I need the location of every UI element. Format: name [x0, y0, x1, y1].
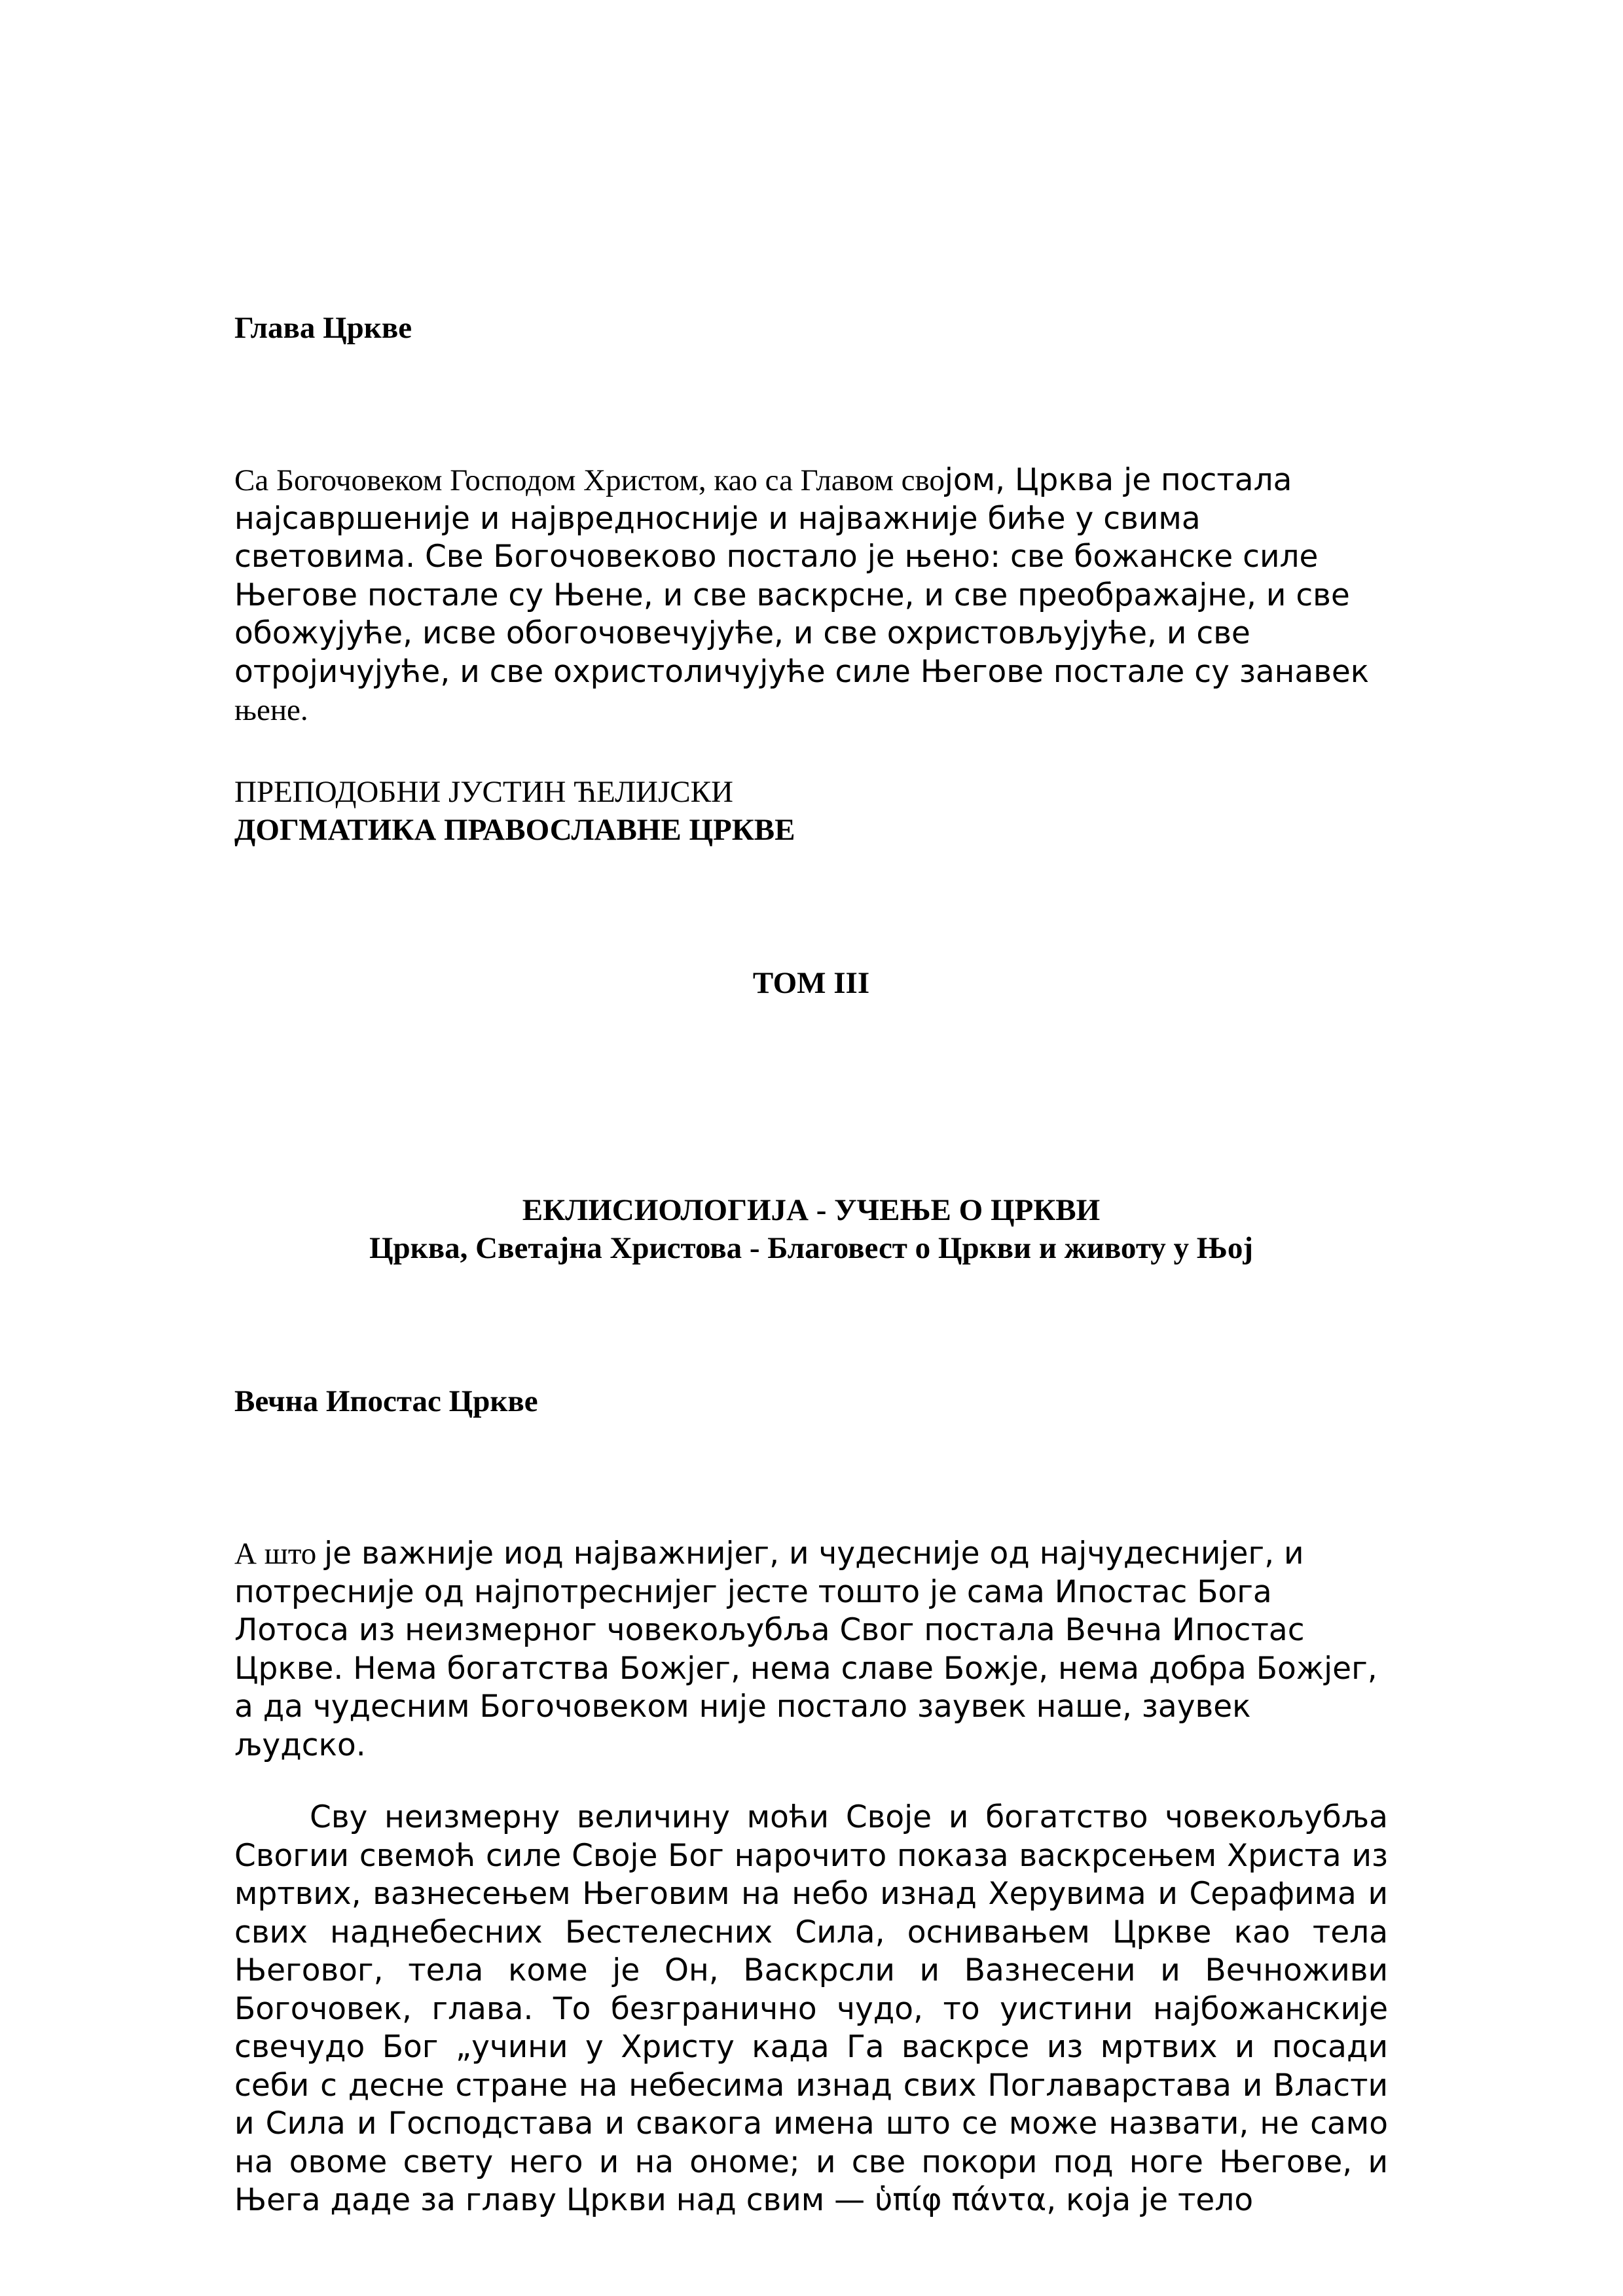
paragraph-ipostas-sans: је важније иод најважнијег, и чудесније од најчудеснијег, и потресније од најпотреснијег јесте тошто је сама Ипостас Бога Лотоса из неизмерног човекољубља Свог постала Вечна Ипостас Цркве. Нема богатства Божјег, нема славе Божје, нема добра Божјег, а да чудесним Богочовеком није постало заувек наше, заувек људско. [234, 1535, 1377, 1763]
section-subtitle: Црква, Светајна Христова - Благовест о Цркви и животу у Њој [369, 1231, 1254, 1265]
paragraph-ipostas [234, 1535, 1388, 1765]
volume-label: ТОМ III [752, 966, 870, 1000]
author-name: ПРЕПОДОБНИ ЈУСТИН ЋЕЛИЈСКИ [234, 775, 733, 809]
heading-vechna-ipostas: Вечна Ипостас Цркве [234, 1384, 538, 1418]
paragraph-intro [234, 461, 1388, 730]
paragraph-velichina: Сву неизмерну величину моћи Своје и богатство човекољубља Свогии свемоћ силе Своје Бог нарочито показа васкрсењем Христа из мртвих, вазнесењем Његовим на небо изнад Херувима и Серафима и свих наднебесних Бестелесних Сила, оснивањем Цркве као тела Његовог, тела коме је Он, Васкрсли и Вазнесени и Вечноживи Богочовек, глава. То безгранично чудо, то уистини најбожанскије свечудо Бог „учини у Христу када Га васкрсе из мртвих и посади себи с десне стране на небесима изнад свих Поглаварстава и Власти и Сила и Господстава и свакога имена што се може назвати, не само на овоме свету него и на ономе; и све покори под ноге Његове, и Њега даде за главу Цркви над свим — ὑπίφ πάντα, која је тело [234, 1799, 1388, 2218]
paragraph-intro-serif: Са Богочовеком Господом Христом, као са Главом сво [234, 463, 945, 497]
paragraph-ipostas-serif: А што [234, 1537, 325, 1571]
book-title: ДОГМАТИКА ПРАВОСЛАВНЕ ЦРКВЕ [234, 813, 795, 847]
section-title: ЕКЛИСИОЛОГИЈА - УЧЕЊЕ О ЦРКВИ [522, 1193, 1101, 1227]
paragraph-intro-end: њене. [234, 693, 308, 727]
paragraph-intro-sans: јом, Црква је постала најсавршеније и највредносније и најважније биће у свима световима. Све Богочовеково постало је њено: све божанске силе Његове постале су Њене, и све васкрсне, и све преображајне, и све обожујуће, исве обогочовечујуће, и све охристовљујуће, и све отројичујуће, и све охристоличујуће силе Његове постале су занавек [234, 462, 1370, 690]
heading-glava-crkve: Глава Цркве [234, 311, 412, 345]
